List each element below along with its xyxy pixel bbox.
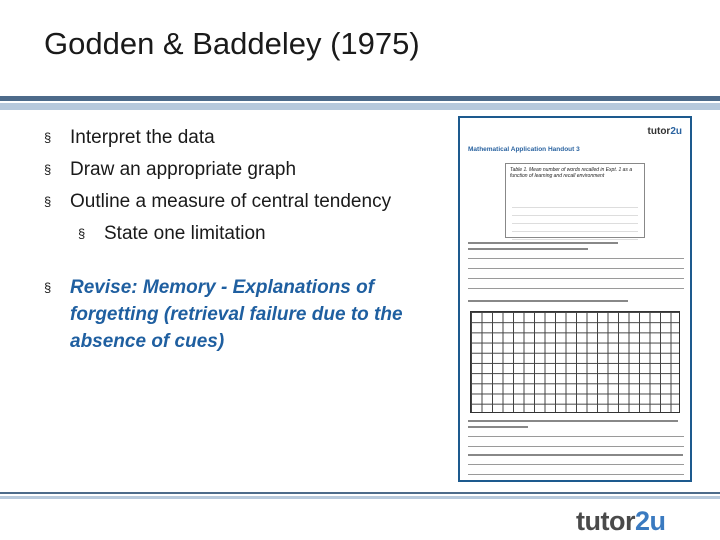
handout-answer-line — [468, 446, 684, 447]
revise-item — [44, 274, 444, 355]
handout-table-caption: Table 1. Mean number of words recalled in Expt. 1 as a function of learning and recall environment — [510, 167, 633, 179]
handout-table-rows — [512, 200, 638, 240]
bullet-text: Draw an appropriate graph — [70, 159, 297, 180]
handout-logo: tutor2u — [647, 126, 682, 137]
bullet-marker: § — [44, 130, 52, 145]
footer-rule-light — [0, 496, 720, 499]
handout-answer-line — [468, 474, 684, 475]
bullet-list — [44, 122, 444, 355]
bullet-marker: § — [44, 280, 52, 295]
handout-graph-grid — [470, 311, 680, 413]
bullet-text: Outline a measure of central tendency — [70, 191, 392, 212]
bullet-item — [44, 122, 444, 154]
footer-rule — [0, 492, 720, 494]
handout-answer-line — [468, 464, 684, 465]
handout-text-line — [468, 454, 683, 456]
slide-title: Godden & Baddeley (1975) — [44, 26, 420, 61]
header-rule-light — [0, 103, 720, 110]
handout-title: Mathematical Application Handout 3 — [468, 146, 580, 153]
handout-answer-line — [468, 288, 684, 289]
header-rule — [0, 96, 720, 101]
sub-bullet-text: State one limitation — [104, 223, 266, 244]
bullet-item — [44, 186, 444, 218]
bullet-marker: § — [78, 226, 86, 241]
handout-thumbnail — [458, 116, 692, 482]
handout-answer-line — [468, 268, 684, 269]
bullet-item — [44, 154, 444, 186]
handout-text-line — [468, 300, 628, 302]
handout-table — [505, 163, 645, 238]
handout-text-line — [468, 242, 618, 244]
revise-text: Revise: Memory - Explanations of forgetting (retrieval failure due to the absence of cues) — [70, 277, 403, 352]
bullet-marker: § — [44, 194, 52, 209]
handout-text-line — [468, 420, 678, 422]
bullet-text: Interpret the data — [70, 127, 215, 148]
handout-text-line — [468, 248, 588, 250]
tutor2u-logo: tutor2u — [576, 506, 666, 536]
handout-answer-line — [468, 278, 684, 279]
sub-bullet-item — [78, 218, 444, 250]
handout-answer-line — [468, 258, 684, 259]
handout-answer-line — [468, 436, 684, 437]
handout-text-line — [468, 426, 528, 428]
bullet-marker: § — [44, 162, 52, 177]
